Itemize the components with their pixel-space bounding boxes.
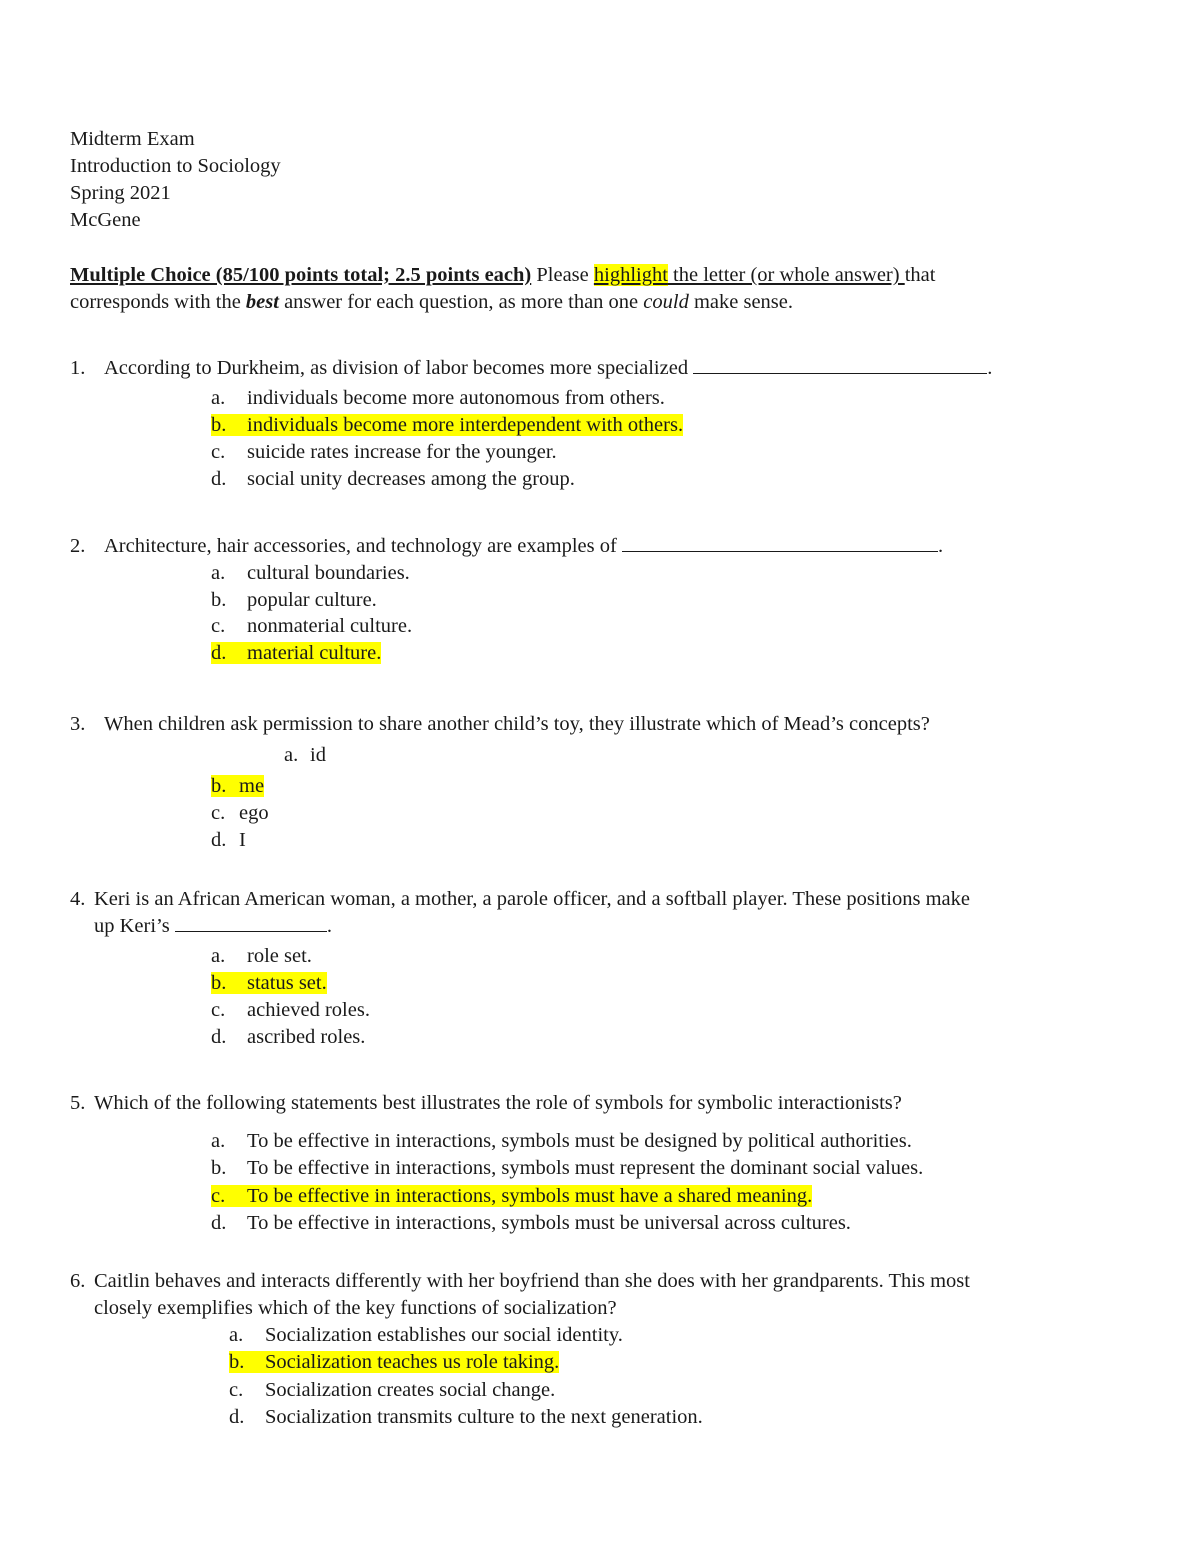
question-text: According to Durkheim, as division of labor becomes more specialized: [104, 357, 694, 379]
question-end: .: [987, 357, 993, 379]
instructions-could: could: [643, 291, 689, 313]
instructions-text-2: the letter (or whole answer): [667, 264, 905, 286]
question-text: When children ask permission to share another child’s toy, they illustrate which of Mead’s concepts?: [104, 713, 930, 735]
instructions-best: best: [245, 291, 279, 313]
option-text: Socialization establishes our social identity.: [265, 1324, 623, 1346]
question-6-line-2: [94, 1295, 617, 1322]
question-2: [70, 533, 943, 560]
option-4d[interactable]: [211, 1024, 365, 1051]
answer-blank: [693, 355, 987, 374]
question-text-continued: closely exemplifies which of the key functions of socialization?: [94, 1297, 617, 1319]
option-text: To be effective in interactions, symbols must have a shared meaning.: [247, 1185, 813, 1207]
option-5c[interactable]: [211, 1183, 812, 1210]
option-letter: d.: [211, 468, 227, 490]
option-letter: a.: [229, 1324, 244, 1346]
option-6a[interactable]: [229, 1322, 623, 1349]
option-letter: a.: [211, 387, 226, 409]
option-3b[interactable]: [211, 773, 264, 800]
question-4: [70, 886, 970, 913]
option-text: Socialization transmits culture to the next generation.: [265, 1406, 703, 1428]
option-letter: b.: [211, 972, 227, 994]
instructions-highlight-word: highlight: [593, 264, 668, 286]
option-3d[interactable]: [211, 827, 246, 854]
header-title: Midterm Exam: [70, 128, 195, 150]
option-2b[interactable]: [211, 587, 377, 614]
option-text: popular culture.: [247, 589, 377, 611]
header-course: Introduction to Sociology: [70, 155, 281, 177]
instructions-text-1: Please: [531, 264, 594, 286]
option-letter: a.: [284, 744, 299, 766]
option-text: ascribed roles.: [247, 1026, 366, 1048]
question-6: [70, 1268, 970, 1295]
question-4-line-2: [94, 913, 332, 940]
header-term: Spring 2021: [70, 182, 171, 204]
option-text: role set.: [247, 945, 312, 967]
option-letter: b.: [229, 1351, 245, 1373]
question-end: .: [326, 915, 332, 937]
instructions-text-5: answer for each question, as more than one: [278, 291, 644, 313]
option-text: status set.: [247, 972, 327, 994]
option-4a[interactable]: [211, 943, 312, 970]
instructions-line-1: [70, 262, 935, 289]
instructions-heading: Multiple Choice (85/100 points total; 2.5 points each): [70, 264, 532, 286]
option-6d[interactable]: [229, 1404, 703, 1431]
answer-blank: [175, 913, 327, 932]
option-text: To be effective in interactions, symbols must represent the dominant social values.: [247, 1157, 924, 1179]
option-text: individuals become more interdependent with others.: [247, 414, 684, 436]
option-letter: d.: [211, 642, 227, 664]
option-text: Socialization teaches us role taking.: [265, 1351, 560, 1373]
option-6c[interactable]: [229, 1377, 555, 1404]
option-letter: d.: [229, 1406, 245, 1428]
option-text: ego: [239, 802, 269, 824]
instructions-text-3: that: [904, 264, 936, 286]
option-letter: c.: [211, 441, 226, 463]
option-text: id: [310, 744, 326, 766]
option-5d[interactable]: [211, 1210, 851, 1237]
question-number: 1.: [70, 357, 86, 379]
option-3c[interactable]: [211, 800, 269, 827]
option-5b[interactable]: [211, 1155, 923, 1182]
header-instructor: McGene: [70, 209, 141, 231]
option-text: To be effective in interactions, symbols must be universal across cultures.: [247, 1212, 851, 1234]
question-text: Which of the following statements best illustrates the role of symbols for symbolic interactionists?: [94, 1092, 902, 1114]
option-text: suicide rates increase for the younger.: [247, 441, 557, 463]
option-1b[interactable]: [211, 412, 683, 439]
option-letter: b.: [211, 1157, 227, 1179]
option-4b[interactable]: [211, 970, 327, 997]
option-2a[interactable]: [211, 560, 410, 587]
option-text: nonmaterial culture.: [247, 615, 413, 637]
option-1d[interactable]: [211, 466, 575, 493]
option-text: achieved roles.: [247, 999, 370, 1021]
question-text: Keri is an African American woman, a mother, a parole officer, and a softball player. These positions make: [94, 888, 970, 910]
question-text-continued: up Keri’s: [94, 915, 175, 937]
option-text: To be effective in interactions, symbols must be designed by political authorities.: [247, 1130, 912, 1152]
instructions-text-6: make sense.: [688, 291, 793, 313]
option-letter: d.: [211, 829, 227, 851]
option-letter: c.: [211, 1185, 226, 1207]
option-2d[interactable]: [211, 640, 381, 667]
option-letter: c.: [229, 1379, 244, 1401]
option-letter: a.: [211, 945, 226, 967]
option-1a[interactable]: [211, 385, 665, 412]
option-text: me: [239, 775, 265, 797]
question-3: [70, 711, 930, 738]
instructions-line-2: [70, 289, 793, 316]
option-letter: b.: [211, 589, 227, 611]
instructions-text-4: corresponds with the: [70, 291, 246, 313]
question-5: [70, 1090, 902, 1117]
option-3a[interactable]: [284, 742, 326, 769]
question-end: .: [937, 535, 944, 557]
option-4c[interactable]: [211, 997, 370, 1024]
option-5a[interactable]: [211, 1128, 912, 1155]
option-letter: b.: [211, 775, 227, 797]
option-text: Socialization creates social change.: [265, 1379, 556, 1401]
answer-blank: [622, 533, 938, 552]
option-1c[interactable]: [211, 439, 557, 466]
option-text: material culture.: [247, 642, 382, 664]
question-text: Caitlin behaves and interacts differently with her boyfriend than she does with her grandparents. This most: [94, 1270, 970, 1292]
option-6b[interactable]: [229, 1349, 559, 1376]
option-letter: b.: [211, 414, 227, 436]
question-number: 3.: [70, 713, 86, 735]
option-text: I: [239, 829, 246, 851]
option-letter: d.: [211, 1026, 227, 1048]
option-letter: c.: [211, 615, 226, 637]
option-text: individuals become more autonomous from others.: [247, 387, 665, 409]
option-letter: c.: [211, 999, 226, 1021]
option-text: social unity decreases among the group.: [247, 468, 575, 490]
question-number: 4.: [70, 888, 86, 910]
option-letter: a.: [211, 562, 226, 584]
question-text: Architecture, hair accessories, and technology are examples of: [104, 535, 622, 557]
option-letter: d.: [211, 1212, 227, 1234]
option-letter: c.: [211, 802, 226, 824]
option-text: cultural boundaries.: [247, 562, 410, 584]
question-number: 5.: [70, 1092, 86, 1114]
question-number: 2.: [70, 535, 86, 557]
option-letter: a.: [211, 1130, 226, 1152]
question-1: [70, 355, 992, 382]
option-2c[interactable]: [211, 613, 412, 640]
question-number: 6.: [70, 1270, 86, 1292]
